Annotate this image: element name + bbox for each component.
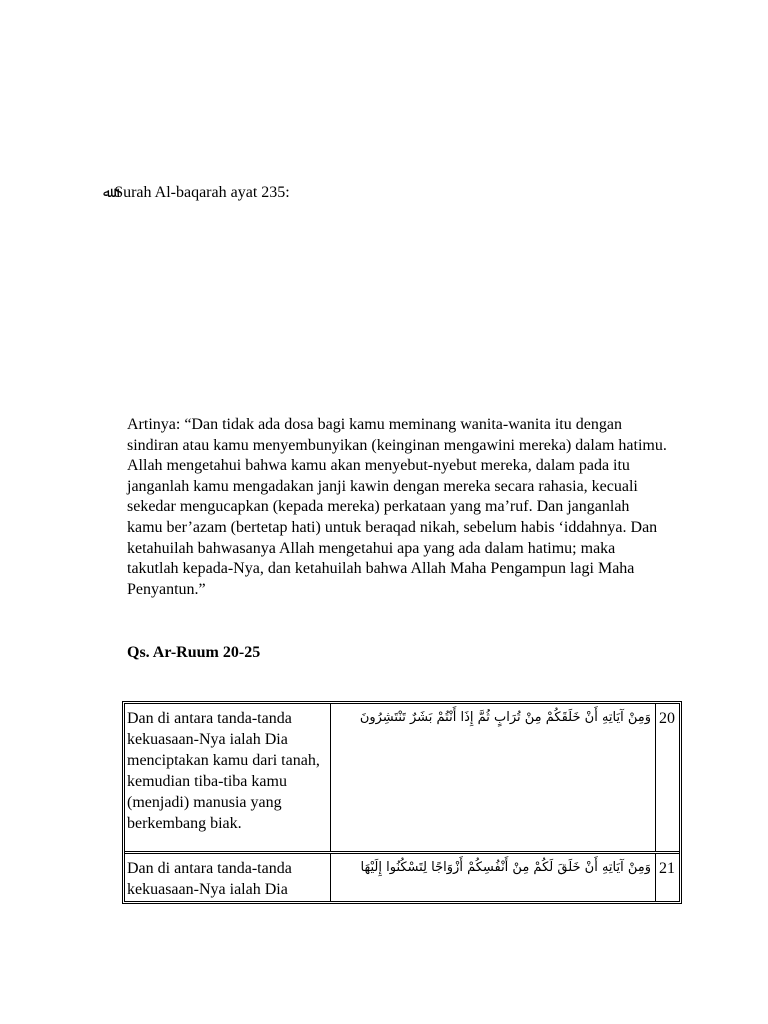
verse-arabic-cell: وَمِنْ آيَاتِهِ أَنْ خَلَقَ لَكُمْ مِنْ أَنْفُسِكُمْ أَزْوَاجًا لِتَسْكُنُوا إِلَيْهَا: [332, 854, 656, 904]
section-title: Qs. Ar-Ruum 20-25: [127, 644, 261, 661]
verse-arabic-cell: وَمِنْ آيَاتِهِ أَنْ خَلَقَكُمْ مِنْ تُرَابٍ ثُمَّ إِذَا أَنْتُمْ بَشَرٌ تَنْتَشِرُونَ: [332, 704, 656, 851]
verse-translation-cell: Dan di antara tanda-tanda kekuasaan-Nya ialah Dia: [125, 854, 331, 904]
allah-glyph: ﷲ: [103, 186, 112, 201]
table-row: [125, 854, 679, 904]
table-row: [125, 704, 679, 854]
verse-translation-paragraph: Artinya: “Dan tidak ada dosa bagi kamu meminang wanita-wanita itu dengan sindiran atau kamu menyembunyikan (keinginan mengawini mereka) dalam hatimu. Allah mengetahui bahwa kamu akan menyebut-nyebut mereka, dalam pada itu janganlah kamu mengadakan janji kawin dengan mereka secara rahasia, kecuali sekedar mengucapkan (kepada mereka) perkataan yang ma’ruf. Dan janganlah kamu ber’azam (bertetap hati) untuk beraqad nikah, sebelum habis ‘iddahnya. Dan ketahuilah bahwasanya Allah mengetahui apa yang ada dalam hatimu; maka takutlah kepada-Nya, dan ketahuilah bahwa Allah Maha Pengampun lagi Maha Penyantun.”: [127, 416, 667, 598]
surah-heading-text: Surah Al-baqarah ayat 235:: [114, 184, 290, 201]
surah-heading: [103, 183, 290, 204]
verse-translation-cell: Dan di antara tanda-tanda kekuasaan-Nya ialah Dia menciptakan kamu dari tanah, kemudian tiba-tiba kamu (menjadi) manusia yang berkembang biak.: [125, 704, 331, 851]
verse-number-cell: 20: [659, 710, 675, 727]
verse-table: [122, 701, 682, 904]
verse-number-cell: 21: [659, 860, 675, 877]
